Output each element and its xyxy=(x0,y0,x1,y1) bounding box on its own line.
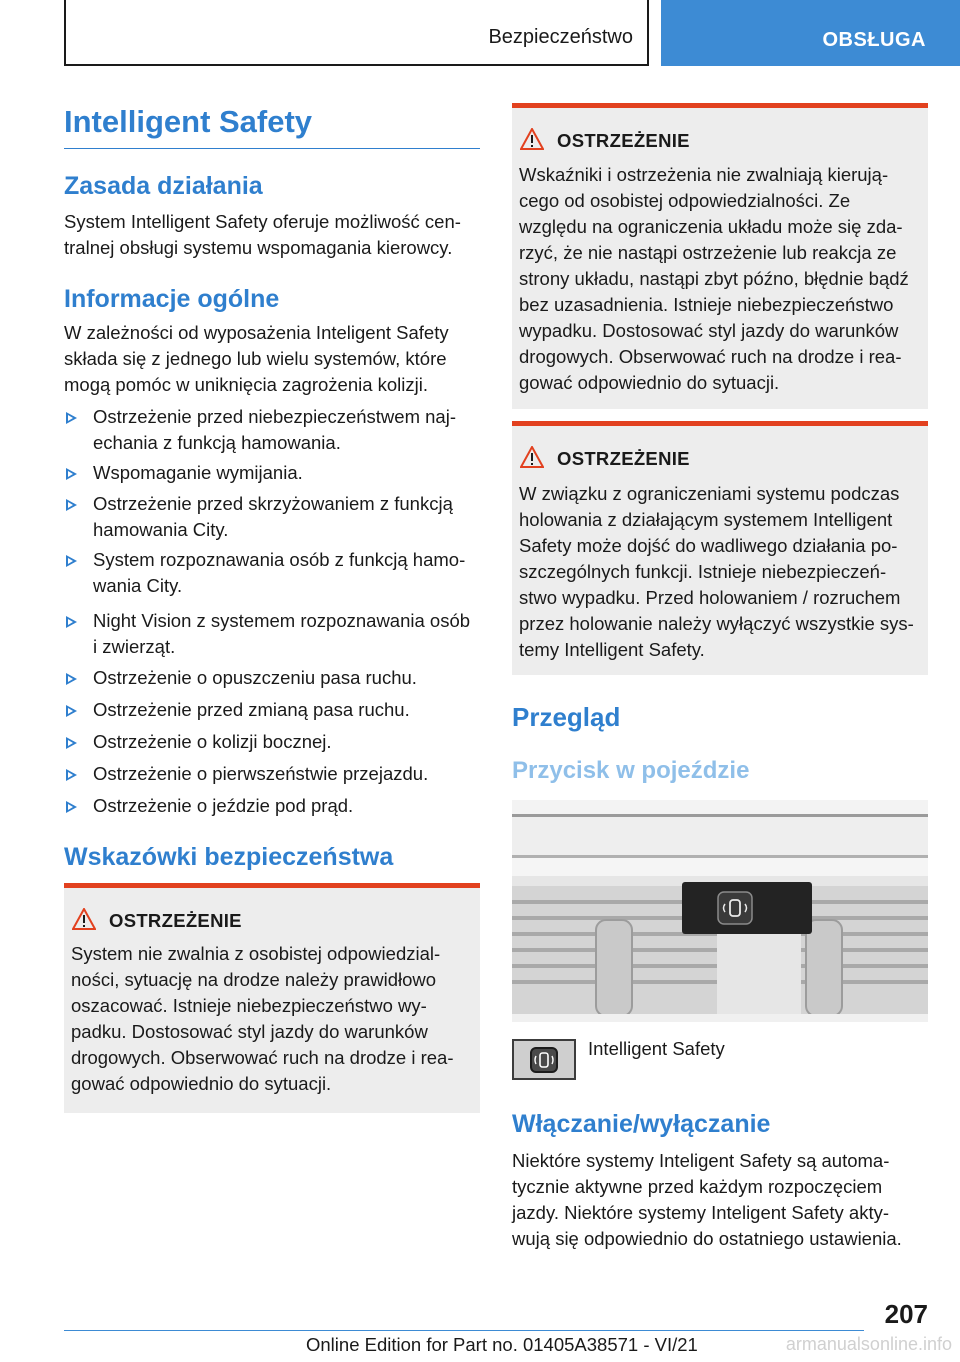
paragraph-line: wują się odpowiednio do ostatniego ustawienia. xyxy=(512,1228,902,1249)
warning-line: Wskaźniki i ostrzeżenia nie zwalniają kierują‐ xyxy=(519,164,889,185)
header-frame xyxy=(64,0,649,66)
warning-triangle-icon xyxy=(520,446,544,468)
list-item-line: hamowania City. xyxy=(93,519,229,540)
warning-line: strony układu, nastąpi zbyt późno, błędnie bądź xyxy=(519,268,909,289)
paragraph-line: System Intelligent Safety oferuje możliwość cen‐ xyxy=(64,211,461,232)
list-item-line: Wspomaganie wymijania. xyxy=(93,462,303,483)
list-item-line: Ostrzeżenie o opuszczeniu pasa ruchu. xyxy=(93,667,417,688)
warning-triangle-icon xyxy=(520,128,544,150)
intelligent-safety-button-face xyxy=(530,1047,558,1073)
bullet-triangle-icon xyxy=(66,468,77,480)
warning-line: wypadku. Dostosować styl jazdy do warunków xyxy=(519,320,899,341)
console-photo xyxy=(512,800,928,1022)
heading-wskazowki: Wskazówki bezpieczeństwa xyxy=(64,843,394,871)
paragraph-line: składa się z jednego lub wielu systemów, które xyxy=(64,348,447,369)
warning-line: bez uzasadnienia. Istnieje niebezpieczeństwo xyxy=(519,294,894,315)
watermark: armanualsonline.info xyxy=(785,1334,952,1354)
warning-text xyxy=(71,941,454,1097)
bullet-triangle-icon xyxy=(66,705,77,717)
title-rule xyxy=(64,148,480,149)
paragraph-line: tralnej obsługi systemu wspomagania kierowcy. xyxy=(64,237,453,258)
header-chapter-label: OBSŁUGA xyxy=(822,29,926,51)
warning-line: przez holowanie należy wyłączyć wszystkie sys‐ xyxy=(519,613,914,634)
warning-line: szczególnych funkcji. Istnieje niebezpieczeń‐ xyxy=(519,561,887,582)
header-section-title: Bezpieczeństwo xyxy=(488,26,633,48)
heading-zasada: Zasada działania xyxy=(64,172,263,200)
paragraph-line: jazdy. Niektóre systemy Inteligent Safety akty‐ xyxy=(512,1202,890,1223)
paragraph-line: W zależności od wyposażenia Inteligent Safety xyxy=(64,322,449,343)
warning-line: oszacować. Istnieje niebezpieczeństwo wy‐ xyxy=(71,995,427,1016)
warning-heading: OSTRZEŻENIE xyxy=(557,130,690,151)
heading-przeglad: Przegląd xyxy=(512,702,621,732)
paragraph-line: Niektóre systemy Inteligent Safety są automa‐ xyxy=(512,1150,890,1171)
list-item-line: i zwierząt. xyxy=(93,636,176,657)
bullet-triangle-icon xyxy=(66,555,77,567)
warning-line: względu na ograniczenia układu może się zda‐ xyxy=(519,216,903,237)
icon-caption: Intelligent Safety xyxy=(588,1038,725,1059)
list-item-line: wania City. xyxy=(93,575,183,596)
warning-line: stwo wypadku. Przed holowaniem / rozruchem xyxy=(519,587,901,608)
paragraph-zasada xyxy=(64,209,480,261)
list-item-line: Ostrzeżenie o jeździe pod prąd. xyxy=(93,795,354,816)
warning-text xyxy=(519,481,914,663)
warning-heading: OSTRZEŻENIE xyxy=(557,448,690,469)
warning-line: drogowych. Obserwować ruch na drodze i rea‐ xyxy=(519,346,902,367)
bullet-triangle-icon xyxy=(66,801,77,813)
list-item-line: Night Vision z systemem rozpoznawania osób xyxy=(93,610,471,631)
warning-line: System nie zwalnia z osobistej odpowiedzial‐ xyxy=(71,943,441,964)
warning-line: rzyć, że nie nastąpi ostrzeżenie lub reakcja ze xyxy=(519,242,897,263)
paragraph-line: tycznie aktywne przed każdym rozpoczęciem xyxy=(512,1176,883,1197)
list-item-line: echania z funkcją hamowania. xyxy=(93,432,341,453)
paragraph-wlaczanie xyxy=(512,1148,928,1252)
list-item-line: System rozpoznawania osób z funkcją hamo‐ xyxy=(93,549,466,570)
intelligent-safety-button-icon xyxy=(512,1039,576,1080)
bullet-triangle-icon xyxy=(66,499,77,511)
bullet-triangle-icon xyxy=(66,769,77,781)
warning-line: Safety może dojść do wadliwego działania po‐ xyxy=(519,535,898,556)
warning-box xyxy=(64,883,480,1113)
header-chapter-tab xyxy=(661,0,960,66)
list-item-line: Ostrzeżenie przed zmianą pasa ruchu. xyxy=(93,699,410,720)
paragraph-informacje xyxy=(64,320,480,398)
list-item-line: Ostrzeżenie o pierwszeństwie przejazdu. xyxy=(93,763,429,784)
heading-informacje: Informacje ogólne xyxy=(64,285,280,313)
bullet-triangle-icon xyxy=(66,616,77,628)
warning-line: W związku z ograniczeniami systemu podczas xyxy=(519,483,900,504)
warning-line: holowania z działającym systemem Intelligent xyxy=(519,509,893,530)
warning-line: padku. Dostosować styl jazdy do warunków xyxy=(71,1021,428,1042)
console-illustration xyxy=(512,800,928,1022)
paragraph-line: mogą pomóc w uniknięcia zagrożenia kolizji. xyxy=(64,374,429,395)
bullet-triangle-icon xyxy=(66,737,77,749)
warning-line: gować odpowiednio do sytuacji. xyxy=(519,372,780,393)
warning-text xyxy=(519,162,909,396)
warning-line: drogowych. Obserwować ruch na drodze i rea‐ xyxy=(71,1047,454,1068)
page-title: Intelligent Safety xyxy=(64,104,313,139)
list-item-line: Ostrzeżenie o kolizji bocznej. xyxy=(93,731,332,752)
warning-heading: OSTRZEŻENIE xyxy=(109,910,242,931)
footer-edition: Online Edition for Part no. 01405A38571 - VI/21 xyxy=(306,1334,698,1355)
warning-line: cego od osobistej odpowiedzialności. Ze xyxy=(519,190,851,211)
list-item-line: Ostrzeżenie przed niebezpieczeństwem naj‐ xyxy=(93,406,456,427)
car-sensor-glyph xyxy=(532,1049,556,1071)
page-number: 207 xyxy=(884,1299,928,1329)
list-item-line: Ostrzeżenie przed skrzyżowaniem z funkcją xyxy=(93,493,453,514)
bullet-triangle-icon xyxy=(66,673,77,685)
warning-box xyxy=(512,103,928,409)
bullet-triangle-icon xyxy=(66,412,77,424)
warning-triangle-icon xyxy=(72,908,96,930)
warning-line: ności, sytuację na drodze należy prawidłowo xyxy=(71,969,437,990)
warning-box xyxy=(512,421,928,675)
heading-przycisk: Przycisk w pojeździe xyxy=(512,757,750,784)
footer-rule xyxy=(64,1330,864,1331)
warning-line: gować odpowiednio do sytuacji. xyxy=(71,1073,332,1094)
warning-line: temy Intelligent Safety. xyxy=(519,639,705,660)
heading-wlaczanie: Włączanie/wyłączanie xyxy=(512,1110,771,1138)
